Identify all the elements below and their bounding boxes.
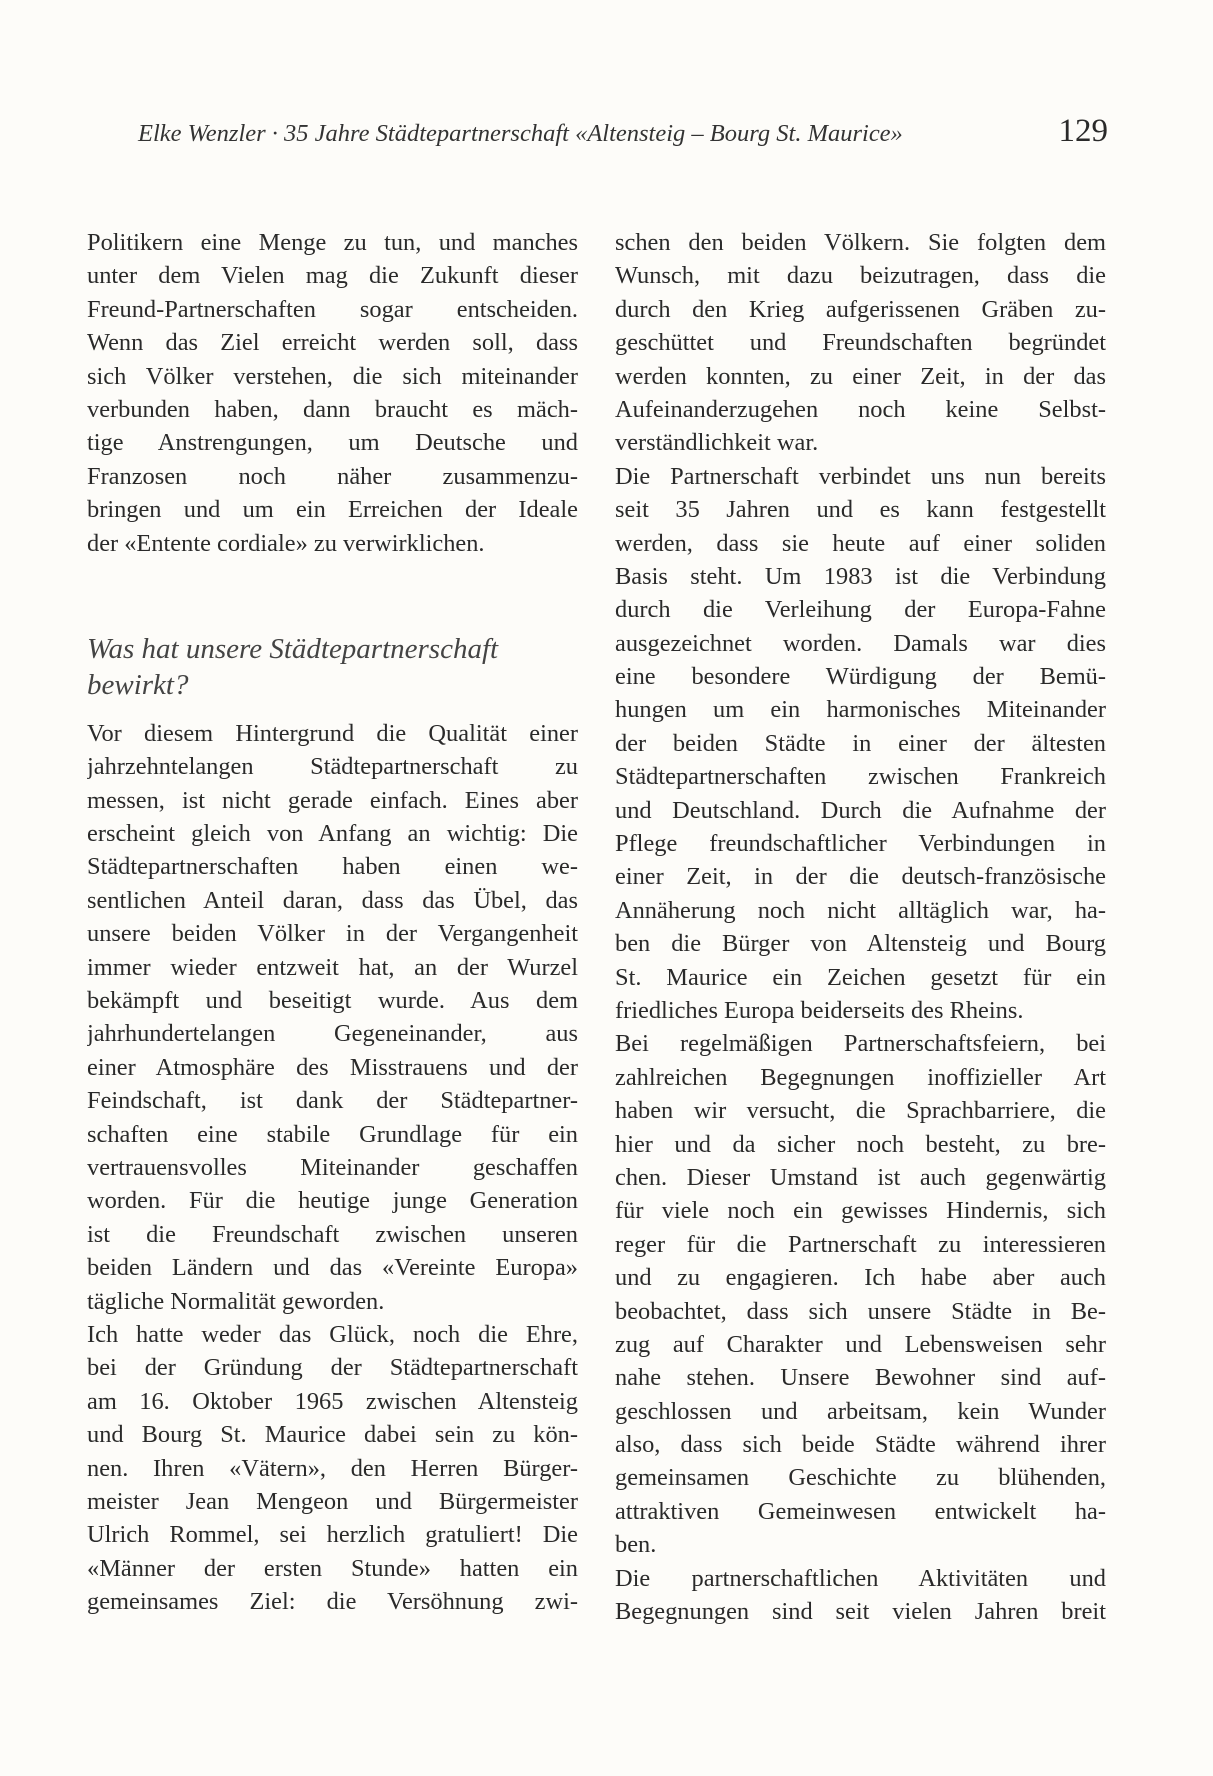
- running-head: [138, 113, 1108, 153]
- text-line: bei der Gründung der Städtepartnerschaft: [87, 1354, 578, 1382]
- running-head-title: Elke Wenzler · 35 Jahre Städtepartnerschaft «Altensteig – Bourg St. Maurice»: [138, 120, 903, 147]
- text-line: Begegnungen sind seit vielen Jahren breit: [615, 1598, 1106, 1626]
- text-line: werden, dass sie heute auf einer soliden: [615, 529, 1106, 557]
- text-line: werden konnten, zu einer Zeit, in der das: [615, 362, 1106, 390]
- text-line: Städtepartnerschaften zwischen Frankreich: [615, 763, 1106, 791]
- text-line: nahe stehen. Unsere Bewohner sind auf-: [615, 1364, 1106, 1392]
- text-line: ausgezeichnet worden. Damals war dies: [615, 629, 1106, 657]
- text-line: Ulrich Rommel, sei herzlich gratuliert! Die: [87, 1521, 578, 1549]
- text-line: meister Jean Mengeon und Bürgermeister: [87, 1487, 578, 1515]
- paragraph-1: [87, 226, 578, 560]
- paragraph-2: [87, 717, 578, 1318]
- text-line: also, dass sich beide Städte während ihrer: [615, 1431, 1106, 1459]
- text-line: erscheint gleich von Anfang an wichtig: Die: [87, 820, 578, 848]
- text-line: ben.: [615, 1531, 657, 1559]
- paragraph-3: [615, 1027, 1106, 1561]
- text-line: seit 35 Jahren und es kann festgestellt: [615, 496, 1106, 524]
- text-line: und Deutschland. Durch die Aufnahme der: [615, 796, 1106, 824]
- text-line: Feindschaft, ist dank der Städtepartner-: [87, 1087, 578, 1115]
- text-line: hungen um ein harmonisches Miteinander: [615, 696, 1106, 724]
- text-line: Bei regelmäßigen Partnerschaftsfeiern, bei: [615, 1030, 1106, 1058]
- text-line: und zu engagieren. Ich habe aber auch: [615, 1264, 1106, 1292]
- text-line: beobachtet, dass sich unsere Städte in Be-: [615, 1297, 1106, 1325]
- text-line: ist die Freundschaft zwischen unseren: [87, 1220, 578, 1248]
- text-line: durch die Verleihung der Europa-Fahne: [615, 596, 1106, 624]
- heading-line: bewirkt?: [87, 668, 189, 701]
- text-line: am 16. Oktober 1965 zwischen Altensteig: [87, 1387, 578, 1415]
- text-line: Basis steht. Um 1983 ist die Verbindung: [615, 562, 1106, 590]
- text-line: gemeinsames Ziel: die Versöhnung zwi-: [87, 1588, 578, 1616]
- text-line: sich Völker verstehen, die sich miteinander: [87, 362, 578, 390]
- text-line: immer wieder entzweit hat, an der Wurzel: [87, 953, 578, 981]
- text-line: hier und da sicher noch besteht, zu bre-: [615, 1130, 1106, 1158]
- text-line: verbunden haben, dann braucht es mäch-: [87, 395, 578, 423]
- text-line: Freund-Partnerschaften sogar entscheiden.: [87, 295, 578, 323]
- text-line: schaften eine stabile Grundlage für ein: [87, 1120, 578, 1148]
- text-line: Ich hatte weder das Glück, noch die Ehre,: [87, 1320, 578, 1348]
- text-line: Städtepartnerschaften haben einen we-: [87, 853, 578, 881]
- text-line: und Bourg St. Maurice dabei sein zu kön-: [87, 1421, 578, 1449]
- text-line: einer Atmosphäre des Misstrauens und der: [87, 1053, 578, 1081]
- text-line: beiden Ländern und das «Vereinte Europa»: [87, 1254, 578, 1282]
- text-line: einer Zeit, in der die deutsch-französische: [615, 863, 1106, 891]
- text-line: zahlreichen Begegnungen inoffizieller Art: [615, 1063, 1106, 1091]
- right-column: [615, 226, 1106, 1628]
- text-line: unsere beiden Völker in der Vergangenheit: [87, 920, 578, 948]
- text-line: Politikern eine Menge zu tun, und manches: [87, 229, 578, 256]
- text-line: gemeinsamen Geschichte zu blühenden,: [615, 1464, 1106, 1492]
- text-line: Die partnerschaftlichen Aktivitäten und: [615, 1564, 1106, 1592]
- text-line: messen, ist nicht gerade einfach. Eines aber: [87, 786, 578, 814]
- heading-line: Was hat unsere Städtepartnerschaft: [87, 632, 499, 665]
- text-line: chen. Dieser Umstand ist auch gegenwärtig: [615, 1163, 1106, 1191]
- text-line: Aufeinanderzugehen noch keine Selbst-: [615, 395, 1106, 423]
- text-line: der beiden Städte in einer der ältesten: [615, 729, 1106, 757]
- text-line: Annäherung noch nicht alltäglich war, ha-: [615, 896, 1106, 924]
- text-line: reger für die Partnerschaft zu interessieren: [615, 1230, 1106, 1258]
- paragraph-2: [615, 460, 1106, 1028]
- text-line: bekämpft und beseitigt wurde. Aus dem: [87, 987, 578, 1015]
- text-line: haben wir versucht, die Sprachbarriere, die: [615, 1097, 1106, 1125]
- text-line: jahrzehntelangen Städtepartnerschaft zu: [87, 753, 578, 781]
- text-line: Pflege freundschaftlicher Verbindungen in: [615, 830, 1106, 858]
- paragraph-3: [87, 1318, 578, 1619]
- paragraph-1: [615, 226, 1106, 460]
- text-line: geschlossen und arbeitsam, kein Wunder: [615, 1397, 1106, 1425]
- text-line: ben die Bürger von Altensteig und Bourg: [615, 930, 1106, 958]
- text-line: verständlichkeit war.: [615, 429, 819, 457]
- text-line: der «Entente cordiale» zu verwirklichen.: [87, 529, 485, 557]
- text-line: zug auf Charakter und Lebensweisen sehr: [615, 1330, 1106, 1358]
- text-line: attraktiven Gemeinwesen entwickelt ha-: [615, 1497, 1106, 1525]
- text-line: geschüttet und Freundschaften begründet: [615, 329, 1106, 357]
- text-line: worden. Für die heutige junge Generation: [87, 1187, 578, 1215]
- section-heading: [87, 631, 578, 703]
- text-line: St. Maurice ein Zeichen gesetzt für ein: [615, 963, 1106, 991]
- text-line: jahrhundertelangen Gegeneinander, aus: [87, 1020, 578, 1048]
- text-line: tägliche Normalität geworden.: [87, 1287, 385, 1315]
- text-line: tige Anstrengungen, um Deutsche und: [87, 429, 578, 457]
- text-line: «Männer der ersten Stunde» hatten ein: [87, 1554, 578, 1582]
- page-number: 129: [1058, 113, 1108, 149]
- text-line: Die Partnerschaft verbindet uns nun bereits: [615, 462, 1106, 490]
- text-line: Wunsch, mit dazu beizutragen, dass die: [615, 262, 1106, 290]
- text-line: nen. Ihren «Vätern», den Herren Bürger-: [87, 1454, 578, 1482]
- paragraph-4: [615, 1562, 1106, 1629]
- text-line: für viele noch ein gewisses Hindernis, sich: [615, 1197, 1106, 1225]
- text-line: Vor diesem Hintergrund die Qualität einer: [87, 719, 578, 747]
- text-line: bringen und um ein Erreichen der Ideale: [87, 496, 578, 524]
- text-line: eine besondere Würdigung der Bemü-: [615, 663, 1106, 691]
- text-line: Franzosen noch näher zusammenzu-: [87, 462, 578, 490]
- text-line: schen den beiden Völkern. Sie folgten dem: [615, 229, 1106, 256]
- text-line: unter dem Vielen mag die Zukunft dieser: [87, 262, 578, 290]
- left-column: [87, 226, 578, 1618]
- text-line: friedliches Europa beiderseits des Rheins.: [615, 996, 1024, 1024]
- text-line: Wenn das Ziel erreicht werden soll, dass: [87, 329, 578, 357]
- text-line: sentlichen Anteil daran, dass das Übel, das: [87, 886, 578, 914]
- text-line: durch den Krieg aufgerissenen Gräben zu-: [615, 295, 1106, 323]
- text-line: vertrauensvolles Miteinander geschaffen: [87, 1153, 578, 1181]
